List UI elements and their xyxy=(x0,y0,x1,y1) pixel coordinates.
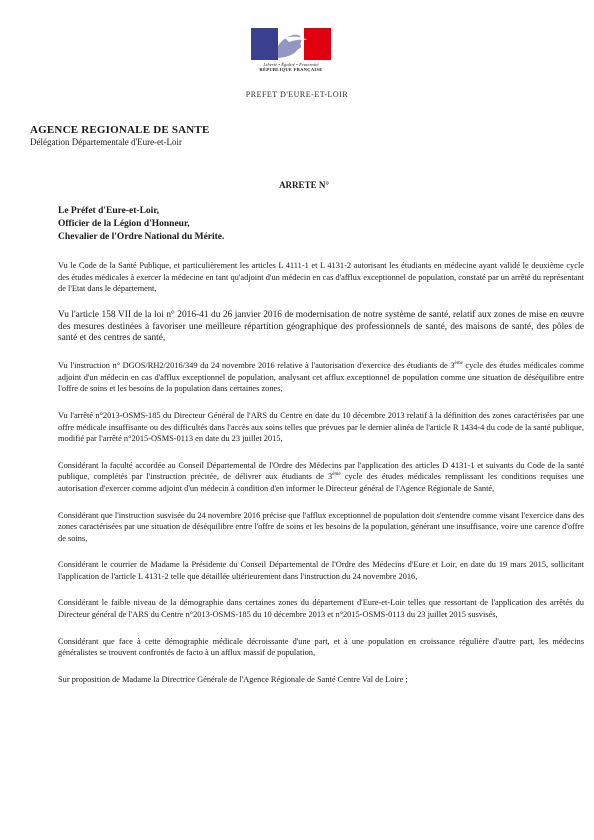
prefet-header: PREFET D'EURE-ET-LOIR xyxy=(245,90,349,99)
republique-francaise-logo xyxy=(251,28,331,72)
republique-francaise-label: RÉPUBLIQUE FRANÇAISE xyxy=(259,67,323,72)
paragraph-text: cycle des études médicales remplissant les conditions requises une autorisation d'exercer comme adjoint d'un médecin à condition d'en informer le Directeur général de l'Agence Régionale de Santé, xyxy=(58,472,584,493)
paragraph-text: cycle des études médicales comme adjoint d'un médecin en cas d'afflux exceptionnel de population, analysant cet afflux exceptionnel de population comme une situation de déséquilibre entre l'offre de soins et les besoins de la population dans certaines zones, xyxy=(58,361,584,394)
prefect-titles xyxy=(58,205,224,244)
superscript: ème xyxy=(332,472,341,478)
agency-delegation: Délégation Départementale d'Eure-et-Loir xyxy=(30,137,183,147)
prefect-line-2: Officier de la Légion d'Honneur, xyxy=(58,219,190,229)
paragraph-vu-instruction xyxy=(58,360,584,395)
agency-block xyxy=(30,124,210,147)
paragraph-vu-code-sante: Vu le Code de la Santé Publique, et particulièrement les articles L 4111-1 et L 4131-2 autorisant les étudiants en médecine ayant validé le deuxième cycle des études médicales à exercer la médecine en tant qu'adjoint d'un médecin en cas d'afflux exceptionnel de population, constaté par un arrêté du représentant de l'Etat dans le département, xyxy=(58,261,584,294)
paragraph-vu-article-158: Vu l'article 158 VII de la loi n° 2016-41 du 26 janvier 2016 de modernisation de notre système de santé, relatif aux zones de mise en œuvre des mesures destinées à favoriser une meilleure répartition géographique des professionnels de santé, des maisons de santé, des pôles de santé et des centres de santé, xyxy=(58,309,584,344)
prefect-line-3: Chevalier de l'Ordre National du Mérite. xyxy=(58,232,225,242)
paragraph-sur-proposition: Sur proposition de Madame la Directrice Générale de l'Agence Régionale de Santé Centre Val de Loire ; xyxy=(58,674,408,684)
paragraph-considerant-faculte xyxy=(58,460,584,495)
paragraph-considerant-demographie: Considérant le faible niveau de la démographie dans certaines zones du département d'Eure-et-Loir telles que ressortant de l'application des arrêtés du Directeur général de l'ARS du Centre n°2013-OSMS-185 du 10 décembre 2013 et n°2015-OSMS-0113 du 23 juillet 2015 susvisés, xyxy=(58,598,584,620)
marianne-logo xyxy=(251,28,331,60)
paragraph-considerant-courrier: Considérant le courrier de Madame la Présidente du Conseil Départemental de l'Ordre des Médecins d'Eure et Loir, en date du 19 mars 2015, sollicitant l'application de l'article L 4131-2 telle que détaillée ultérieurement dans l'instruction du 24 novembre 2016, xyxy=(58,560,584,581)
agency-name: AGENCE REGIONALE DE SANTE xyxy=(30,124,210,136)
paragraph-considerant-afflux: Considérant que face à cette démographie médicale décroissante d'une part, et à une population en croissance régulière d'autre part, les médecins généralistes se trouvent confrontés de facto à un afflux massif de population, xyxy=(58,636,584,658)
paragraph-considerant-instruction: Considérant que l'instruction susvisée du 24 novembre 2016 précise que l'afflux exceptionnel de population doit s'entendre comme visant l'exercice dans des zones caractérisées par une situation de déséquilibre entre l'offre de soins et les besoins de la population, générant une insuffisance, voire une carence d'offre de soins, xyxy=(58,510,584,543)
prefect-line-1: Le Préfet d'Eure-et-Loir, xyxy=(58,206,160,216)
paragraph-text: Considérant la faculté accordée au Conseil Départemental de l'Ordre des Médecins par l'application des articles D 4131-1 et suivants du Code de la santé publique, complétés par l'instruction précitée, de délivrer aux étudiants de 3 xyxy=(58,460,584,482)
superscript: ème xyxy=(454,361,463,367)
paragraph-vu-arrete: Vu l'arrêté n°2013-OSMS-185 du Directeur Général de l'ARS du Centre en date du 10 décembre 2013 relatif à la définition des zones caractérisées par une offre médicale insuffisante ou des difficultés dans l'accès aux soins telles que prévues par le dernier alinéa de l'article R 1434-4 du code de la santé publique, modifié par l'arrêté n°2015-OSMS-0113 en date du 23 juillet 2015, xyxy=(58,410,584,444)
document-body xyxy=(58,260,584,685)
motto: Liberté • Égalité • Fraternité xyxy=(263,62,319,67)
document-title: ARRETE N° xyxy=(279,180,329,190)
paragraph-text: Vu l'instruction n° DGOS/RH2/2016/349 du 24 novembre 2016 relative à l'autorisation d'exercice des étudiants de 3 xyxy=(58,361,455,371)
